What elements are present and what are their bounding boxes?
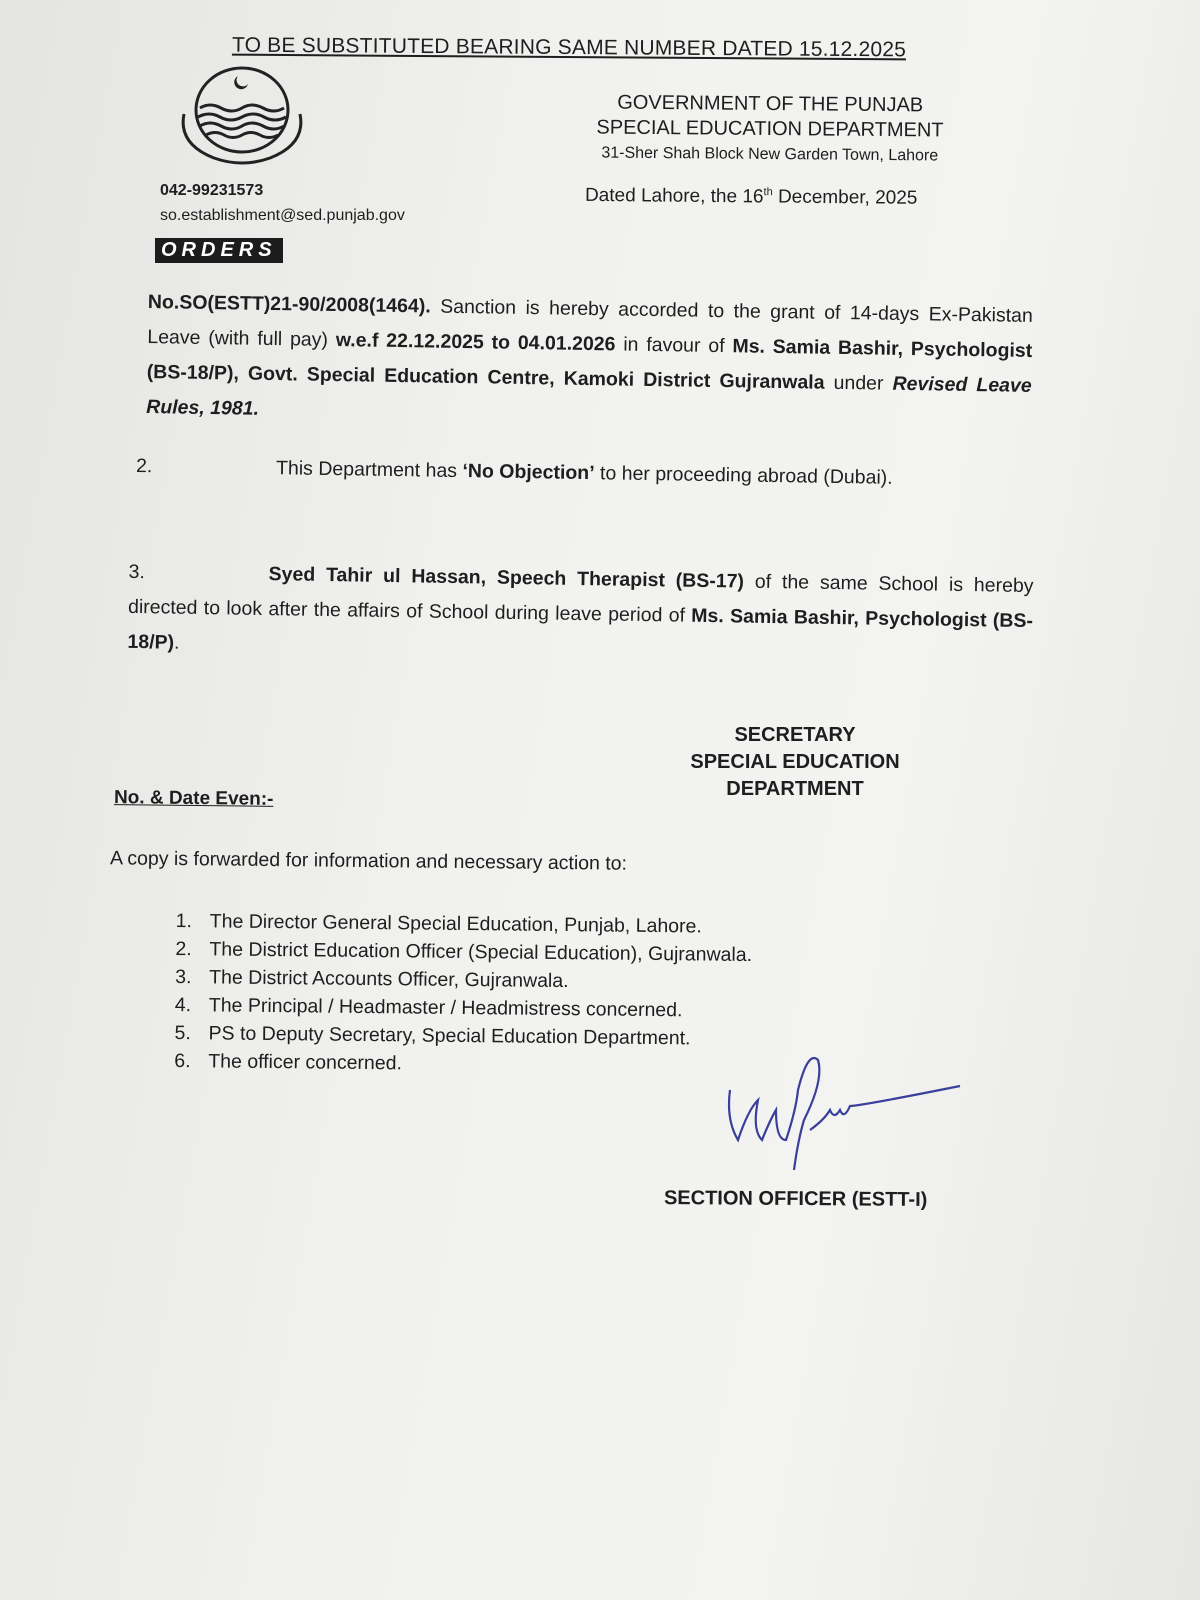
punjab-government-emblem-icon [172, 64, 312, 168]
text: Sanction is hereby accorded to the grant of 14-days Ex-Pakistan Leave (with full pay) [147, 295, 1033, 352]
dated-line [585, 185, 918, 210]
government-name: GOVERNMENT OF THE PUNJAB [617, 91, 924, 117]
substitution-note: TO BE SUBSTITUTED BEARING SAME NUMBER DATED 15.12.2025 [231, 33, 907, 62]
leave-rules: Revised Leave Rules, 1981. [146, 372, 1032, 420]
text: of the same School is hereby directed to look after the affairs of School during leave period of [127, 570, 1034, 627]
signature-icon [720, 1050, 970, 1200]
no-objection: ‘No Objection’ [462, 460, 595, 485]
text: This Department has [275, 457, 463, 483]
department-name: SPECIAL EDUCATION DEPARTMENT [596, 116, 944, 142]
text: under [824, 371, 893, 395]
paragraph-1 [146, 285, 1033, 439]
secretary-block [660, 722, 930, 803]
list-item: 5. PS to Deputy Secretary, Special Education Department. [174, 1021, 691, 1050]
list-item: 3. The District Accounts Officer, Gujranwala. [175, 965, 569, 993]
list-item: 6. The officer concerned. [174, 1049, 403, 1075]
secretary-dept-2: DEPARTMENT [726, 778, 864, 800]
list-item: 1. The Director General Special Education, Punjab, Lahore. [175, 909, 702, 938]
dated-sup: th [763, 186, 773, 199]
paragraph-2 [136, 449, 1031, 498]
list-item: 2. The District Education Officer (Special Education), Gujranwala. [175, 937, 753, 967]
secretary-dept: SPECIAL EDUCATION [690, 751, 900, 773]
employee-name: Ms. Samia Bashir, Psychologist (BS-18/P) [127, 604, 1034, 654]
email-address: so.establishment@sed.punjab.gov [160, 207, 405, 224]
text: to her proceeding abroad (Dubai). [594, 462, 893, 489]
section-officer: SECTION OFFICER (ESTT-I) [663, 1187, 928, 1211]
department-header [560, 90, 981, 169]
secretary-title: SECRETARY [734, 724, 856, 746]
paragraph-3 [127, 555, 1034, 674]
paragraph-number: 3. [128, 560, 146, 584]
copy-list [174, 907, 752, 1081]
paragraph-number: 2. [135, 454, 153, 478]
dated-suffix: December, 2025 [772, 186, 918, 209]
phone-number: 042-99231573 [160, 182, 264, 199]
department-address: 31-Sher Shah Block New Garden Town, Lahore [601, 144, 939, 165]
list-item: 4. The Principal / Headmaster / Headmistress concerned. [174, 993, 683, 1022]
orders-heading: ORDERS [155, 238, 283, 263]
leave-dates: w.e.f 22.12.2025 to 04.01.2026 [335, 329, 616, 356]
copy-intro: A copy is forwarded for information and necessary action to: [109, 847, 628, 875]
incharge-name: Syed Tahir ul Hassan, Speech Therapist (BS-17) [268, 563, 745, 593]
no-date-even: No. & Date Even:- [113, 787, 274, 810]
order-reference: No.SO(ESTT)21-90/2008(1464). [147, 291, 431, 318]
text: . [173, 631, 180, 654]
employee-details: Ms. Samia Bashir, Psychologist (BS-18/P), Govt. Special Education Centre, Kamoki District Gujranwala [146, 335, 1033, 394]
dated-prefix: Dated Lahore, the 16 [584, 184, 764, 208]
text: in favour of [615, 333, 733, 358]
contact-block [160, 178, 405, 228]
